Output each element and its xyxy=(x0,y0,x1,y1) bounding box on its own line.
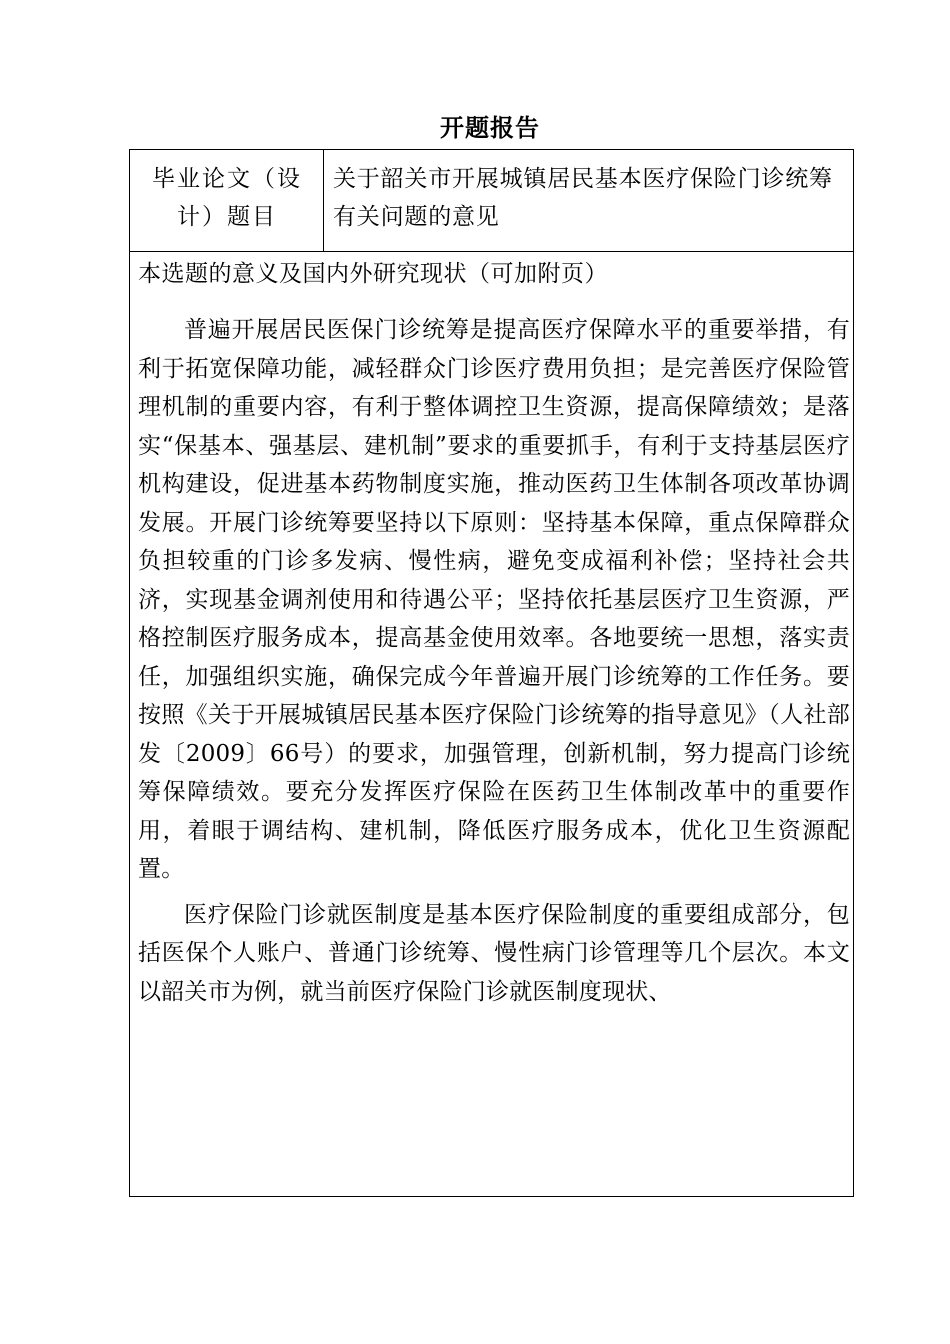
paragraph: 医疗保险门诊就医制度是基本医疗保险制度的重要组成部分，包括医保个人账户、普通门诊统筹、慢性病门诊管理等几个层次。本文以韶关市为例，就当前医疗保险门诊就医制度现状、 xyxy=(138,901,850,1005)
section-heading: 本选题的意义及国内外研究现状（可加附页） xyxy=(138,261,608,287)
topic-value: 关于韶关市开展城镇居民基本医疗保险门诊统筹有关问题的意见 xyxy=(333,166,833,230)
topic-label-cell xyxy=(130,150,324,251)
section-body xyxy=(138,311,850,1011)
topic-row xyxy=(130,150,853,252)
report-table xyxy=(129,149,854,1197)
paragraph: 普遍开展居民医保门诊统筹是提高医疗保障水平的重要举措，有利于拓宽保障功能，减轻群众门诊医疗费用负担；是完善医疗保险管理机制的重要内容，有利于整体调控卫生资源，提高保障绩效；是落实“保基本、强基层、建机制”要求的重要抓手，有利于支持基层医疗机构建设，促进基本药物制度实施，推动医药卫生体制各项改革协调发展。开展门诊统筹要坚持以下原则：坚持基本保障，重点保障群众负担较重的门诊多发病、慢性病，避免变成福利补偿；坚持社会共济，实现基金调剂使用和待遇公平；坚持依托基层医疗卫生资源，严格控制医疗服务成本，提高基金使用效率。各地要统一思想，落实责任，加强组织实施，确保完成今年普遍开展门诊统筹的工作任务。要按照《关于开展城镇居民基本医疗保险门诊统筹的指导意见》（人社部发〔2009〕66号）的要求，加强管理，创新机制，努力提高门诊统筹保障绩效。要充分发挥医疗保险在医药卫生体制改革中的重要作用，着眼于调结构、建机制，降低医疗服务成本，优化卫生资源配置。 xyxy=(138,317,850,882)
topic-label: 毕业论文（设计）题目 xyxy=(152,166,302,230)
page-title: 开题报告 xyxy=(440,113,540,142)
